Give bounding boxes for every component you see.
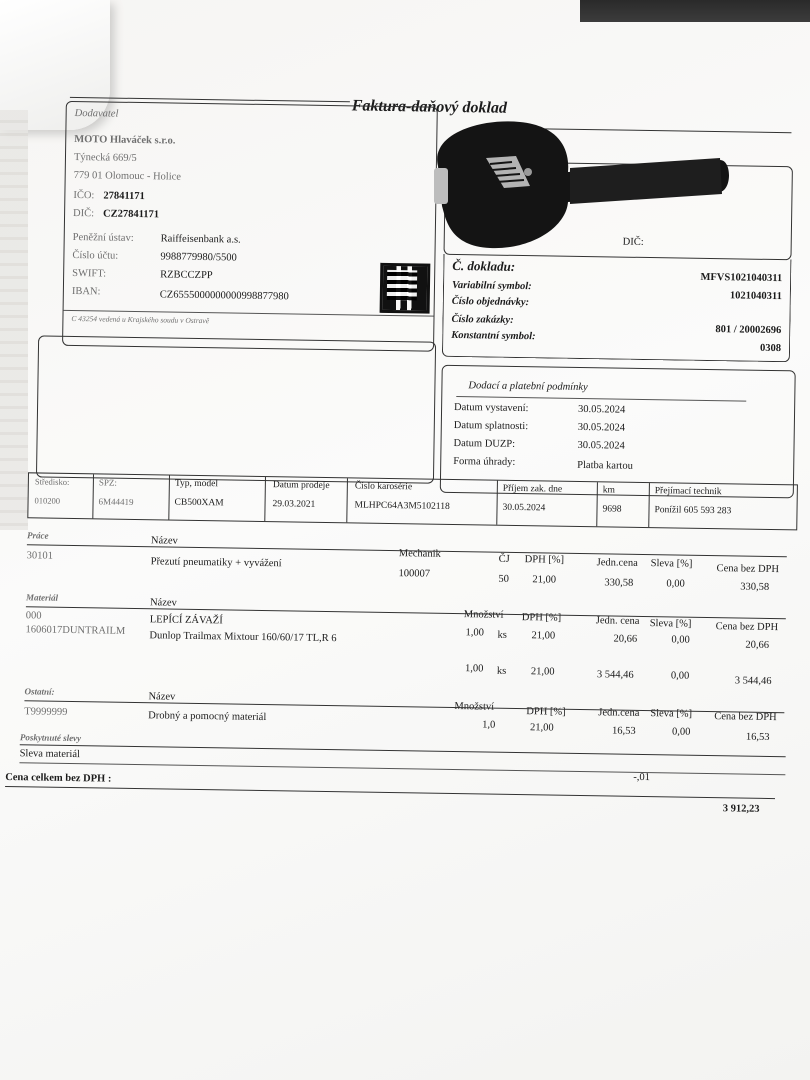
job-value: 801 / 20002696: [715, 324, 782, 337]
received-label: Příjem zak. dne: [502, 483, 563, 495]
material-row2-disc: 0,00: [670, 670, 690, 682]
material-section-label: Materiál: [25, 592, 59, 603]
delivery-box: [440, 365, 796, 499]
work-section-label: Práce: [26, 530, 49, 541]
job-label: Číslo zakázky:: [451, 313, 514, 326]
material-row1-vat: 21,00: [531, 630, 556, 642]
supplier-city: 779 01 Olomouc - Holice: [73, 169, 182, 183]
other-vat-header: DPH [%]: [526, 706, 566, 718]
material-row2-vat: 21,00: [530, 666, 555, 678]
discount-rule: [20, 744, 786, 757]
center-label: Středisko:: [34, 476, 70, 487]
dic-label: DIČ:: [73, 207, 95, 220]
account-label: Číslo účtu:: [72, 249, 119, 262]
work-vat: 21,00: [532, 574, 557, 586]
spz-label: SPZ:: [98, 477, 117, 488]
delivery-header: Dodací a platební podmínky: [468, 380, 588, 394]
work-total-header: Cena bez DPH: [716, 563, 780, 576]
work-cj-header: ČJ: [498, 553, 510, 565]
iban-label: IBAN:: [71, 285, 101, 298]
due-value: 30.05.2024: [577, 421, 626, 434]
material-row2-price: 3 544,46: [596, 669, 634, 681]
summary-rule: [5, 786, 775, 799]
motorcycle-key: [420, 116, 730, 256]
issued-value: 30.05.2024: [577, 403, 626, 416]
spz-value: 6M44419: [98, 496, 134, 507]
work-vat-header: DPH [%]: [524, 554, 565, 566]
material-unit-header: Jedn. cena: [595, 615, 640, 627]
payment-label: Forma úhrady:: [453, 455, 516, 468]
address-box: [36, 335, 436, 483]
invoice-title: Faktura-daňový doklad: [351, 97, 508, 117]
sale-label: Datum prodeje: [272, 480, 330, 492]
cdoklad-value: MFVS1021040311: [700, 271, 783, 285]
bank-label: Peněžní ústav:: [72, 231, 134, 244]
other-code: T9999999: [24, 706, 68, 718]
work-mechanic: 100007: [398, 568, 431, 580]
bank-value: Raiffeisenbank a.s.: [160, 233, 241, 246]
tech-value: Ponížil 605 593 283: [654, 505, 732, 517]
other-disc-header: Sleva [%]: [650, 708, 693, 720]
ks-label: Konstantní symbol:: [451, 329, 536, 343]
received-value: 30.05.2024: [502, 502, 546, 514]
qr-code: [380, 263, 431, 314]
other-name-header: Název: [148, 691, 176, 703]
customer-dic-label: DIČ:: [622, 236, 644, 248]
material-total-header: Cena bez DPH: [715, 621, 779, 634]
material-row2-unit-label: ks: [496, 665, 507, 677]
other-disc: 0,00: [671, 726, 691, 738]
payment-value: Platba kartou: [577, 459, 633, 472]
iban-value: CZ6555000000000998877980: [159, 289, 289, 303]
supplier-box: [62, 101, 438, 352]
supplier-name: MOTO Hlaváček s.r.o.: [74, 133, 176, 147]
material-row2-code: 1606017DUNTRAILM: [25, 624, 126, 637]
tech-label: Přejímací technik: [654, 486, 722, 498]
work-cj: 50: [498, 573, 509, 585]
work-unit-header: Jedn.cena: [596, 557, 638, 569]
material-row1-disc: 0,00: [671, 634, 690, 646]
cdoklad-label: Č. dokladu:: [452, 257, 516, 274]
supplier-street: Týnecká 669/5: [73, 151, 137, 164]
sale-value: 29.03.2021: [272, 499, 316, 510]
material-row2-name: Dunlop Trailmax Mixtour 160/60/17 TL,R 6: [149, 630, 337, 645]
material-disc-header: Sleva [%]: [649, 618, 692, 630]
material-row1-unit-label: ks: [497, 629, 507, 641]
registry-note: C 43254 vedená u Krajského soudu v Ostravě: [71, 313, 210, 326]
duzp-value: 30.05.2024: [577, 439, 625, 452]
order-label: Číslo objednávky:: [451, 295, 530, 309]
supplier-label: Dodavatel: [74, 107, 119, 120]
cell-divider: [496, 481, 498, 525]
other-header-rule: [24, 700, 784, 713]
cell-divider: [264, 477, 266, 521]
material-row1-total: 20,66: [745, 639, 770, 651]
discount-section-label: Poskytnuté slevy: [19, 732, 82, 744]
other-unit: 16,53: [611, 725, 636, 737]
ico-value: 27841171: [103, 190, 145, 203]
other-section-label: Ostatní:: [24, 686, 55, 697]
model-value: CB500XAM: [174, 497, 224, 509]
issued-label: Datum vystavení:: [454, 401, 529, 415]
other-unit-header: Jedn.cena: [598, 707, 640, 719]
vin-value: MLHPC64A3M5102118: [354, 500, 450, 512]
material-qty-header: Množství: [463, 609, 504, 621]
swift-value: RZBCCZPP: [160, 269, 213, 282]
work-mechanic-header: Mechanik: [398, 548, 441, 560]
other-total-header: Cena bez DPH: [714, 711, 777, 724]
model-label: Typ, model: [174, 478, 219, 490]
other-vat: 21,00: [529, 722, 554, 734]
vs-label: Variabilní symbol:: [451, 279, 532, 293]
summary-value: 3 912,23: [722, 803, 760, 815]
other-total: 16,53: [745, 731, 770, 743]
center-value: 010200: [34, 495, 61, 506]
cell-divider: [92, 474, 94, 518]
material-name-header: Název: [149, 597, 177, 609]
cell-divider: [596, 482, 598, 526]
material-vat-header: DPH [%]: [521, 612, 562, 624]
material-row1-name: LEPÍCÍ ZÁVAŽÍ: [149, 614, 223, 627]
cell-divider: [168, 476, 170, 520]
account-value: 9988779980/5500: [160, 251, 237, 264]
due-label: Datum splatnosti:: [453, 419, 529, 433]
work-section: [26, 530, 797, 593]
work-disc: 0,00: [666, 578, 685, 590]
material-row2-qty: 1,00: [464, 663, 484, 675]
work-name-header: Název: [150, 535, 178, 547]
material-row1-qty: 1,00: [465, 627, 485, 639]
ico-label: IČO:: [73, 189, 95, 202]
work-total: 330,58: [740, 581, 770, 593]
work-code: 30101: [26, 550, 54, 562]
other-qty: 1,0: [482, 719, 496, 731]
dic-value: CZ27841171: [103, 208, 160, 221]
km-value: 9698: [602, 504, 622, 515]
discount-value: -,01: [633, 771, 651, 784]
work-unit: 330,58: [604, 577, 634, 589]
material-row2-total: 3 544,46: [734, 675, 772, 688]
delivery-rule: [456, 396, 746, 402]
vin-label: Číslo karosérie: [354, 481, 413, 493]
other-name: Drobný a pomocný materiál: [148, 710, 267, 724]
summary-label: Cena celkem bez DPH :: [5, 771, 112, 785]
km-label: km: [602, 485, 616, 496]
doc-numbers-box: [442, 254, 792, 362]
vs-value: 1021040311: [729, 290, 782, 303]
material-row1-price: 20,66: [613, 633, 638, 645]
swift-label: SWIFT:: [72, 267, 107, 280]
material-row1-code: 000: [25, 610, 42, 622]
background-edge: [580, 0, 810, 22]
cell-divider: [346, 478, 348, 522]
discount-name: Sleva materiál: [19, 748, 81, 761]
ks-value: 0308: [759, 342, 782, 355]
other-qty-header: Množství: [454, 701, 495, 713]
work-disc-header: Sleva [%]: [650, 558, 693, 570]
cell-divider: [648, 483, 650, 527]
work-name: Přezutí pneumatiky + vyvážení: [150, 556, 282, 570]
duzp-label: Datum DUZP:: [453, 437, 516, 450]
